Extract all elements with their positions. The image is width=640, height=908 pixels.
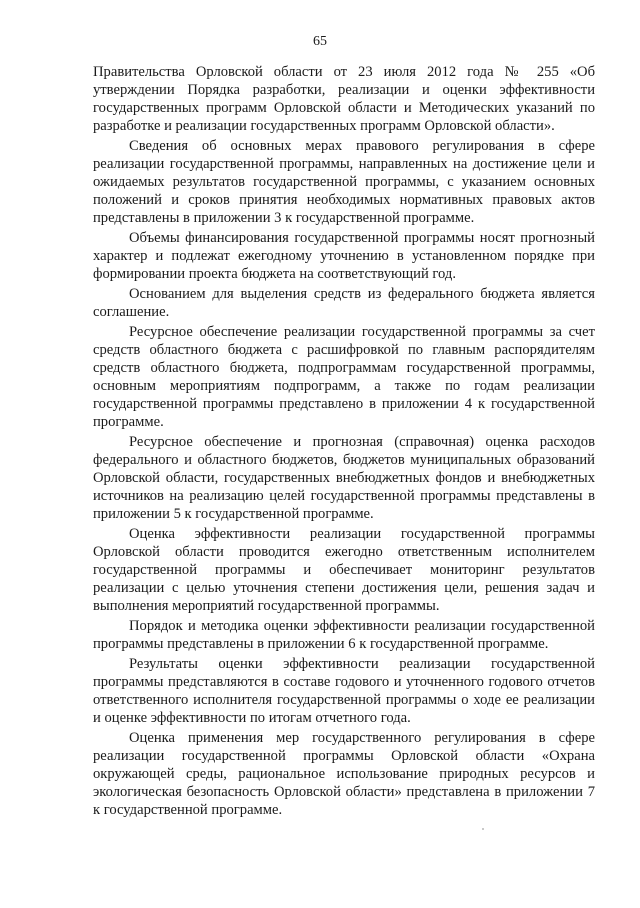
body-text [93,63,595,821]
paragraph-efficiency-assessment: Оценка эффективности реализации государственной программы Орловской области проводится ежегодно ответственным исполнителем государственной программы и обеспечивает мониторинг результатов реализации с целью уточнения степени достижения цели, решения задач и выполнения мероприятий государственной программы. [93,526,595,614]
paragraph-forecast-estimate: Ресурсное обеспечение и прогнозная (справочная) оценка расходов федерального и областного бюджетов, бюджетов муниципальных образований Орловской области, государственных внебюджетных фондов и внебюджетных источников на реализацию целей государственной программы представлены в приложении 5 к государственной программе. [93,434,595,522]
scan-artifact [482,828,484,830]
paragraph-methodology: Порядок и методика оценки эффективности реализации государственной программы представлены в приложении 6 к государственной программе. [93,618,595,652]
paragraph-continuation: Правительства Орловской области от 23 июля 2012 года № 255 «Об утверждении Порядка разработки, реализации и оценки эффективности государственных программ Орловской области и Методических указаний по разработке и реализации государственных программ Орловской области». [93,64,595,134]
paragraph-federal-basis: Основанием для выделения средств из федерального бюджета является соглашение. [93,286,595,320]
paragraph-regional-budget: Ресурсное обеспечение реализации государственной программы за счет средств областного бюджета с расшифровкой по главным распорядителям средств областного бюджета, подпрограммам государственной программы, основным мероприятиям подпрограмм, а также по годам реализации государственной программы представлено в приложении 4 к государственной программе. [93,324,595,430]
paragraph-results: Результаты оценки эффективности реализации государственной программы представляются в составе годового и уточненного годового отчетов ответственного исполнителя государственной программы о ходе ее реализации и оценке эффективности по итогам отчетного года. [93,656,595,726]
paragraph-funding-volumes: Объемы финансирования государственной программы носят прогнозный характер и подлежат ежегодному уточнению в установленном порядке при формировании проекта бюджета на соответствующий год. [93,230,595,282]
paragraph-regulation-measures: Оценка применения мер государственного регулирования в сфере реализации государственной программы Орловской области «Охрана окружающей среды, рациональное использование природных ресурсов и экологическая безопасность Орловской области» представлена в приложении 7 к государственной программе. [93,730,595,818]
page-number: 65 [313,34,327,49]
paragraph-legal-regulation: Сведения об основных мерах правового регулирования в сфере реализации государственной программы, направленных на достижение цели и ожидаемых результатов государственной программы, с указанием основных положений и сроков принятия необходимых нормативных правовых актов представлены в приложении 3 к государственной программе. [93,138,595,226]
